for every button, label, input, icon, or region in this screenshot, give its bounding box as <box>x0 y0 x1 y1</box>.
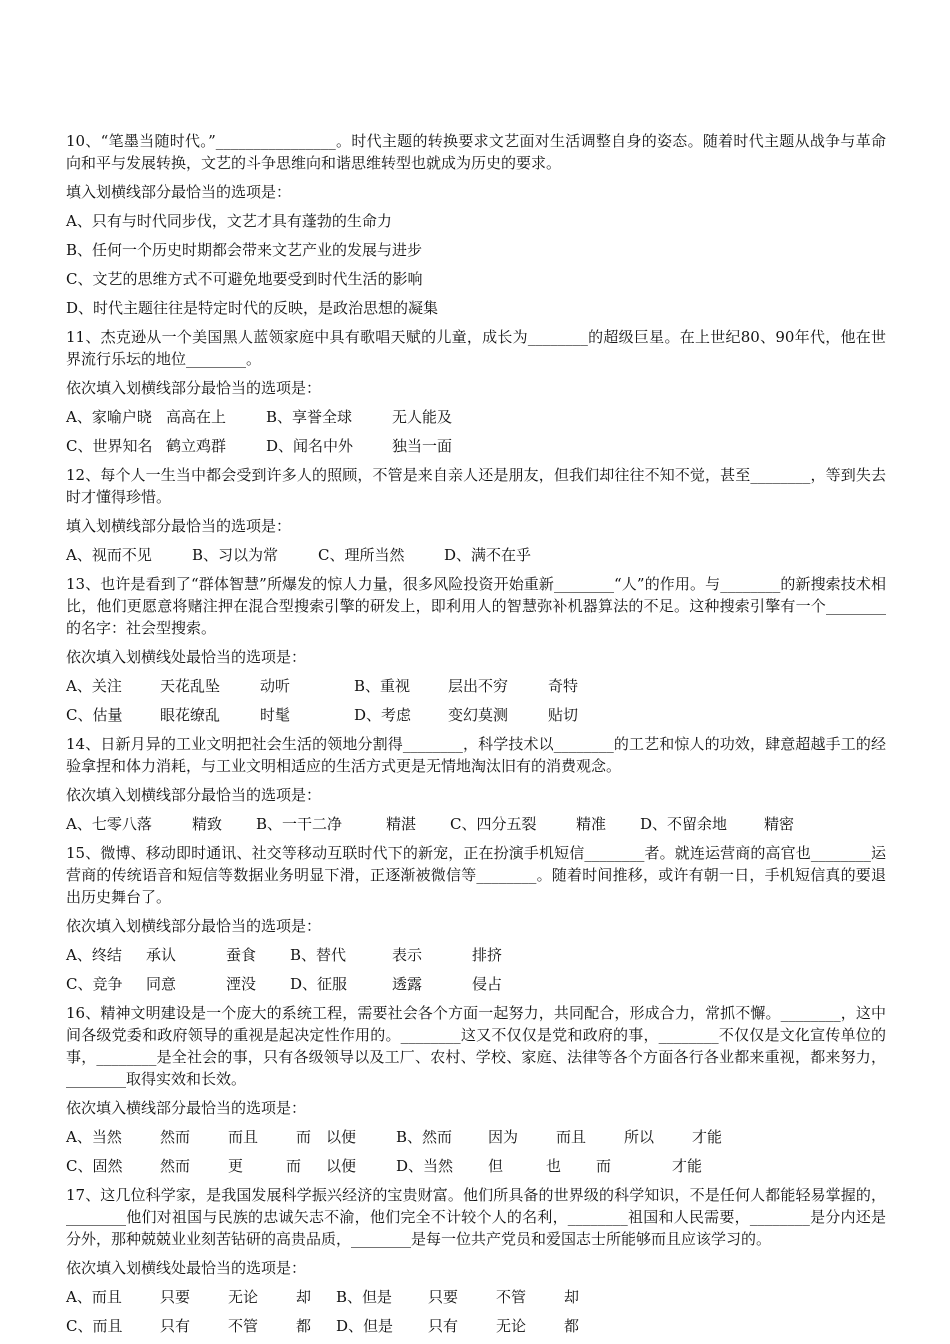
question-16-instruction: 依次填入横线部分最恰当的选项是： <box>66 1099 307 1117</box>
question-14-options-row-1 <box>66 813 886 835</box>
option-cell: 以便 <box>326 1157 357 1175</box>
option-cell: 透露 <box>392 975 423 993</box>
option-cell: 变幻莫测 <box>448 706 509 724</box>
option-cell: A、终结 <box>66 946 122 964</box>
option-cell: 蚕食 <box>226 946 257 964</box>
option-cell: C、竞争 <box>66 975 123 993</box>
option-cell: C、世界知名 <box>66 437 153 455</box>
option-cell: 但 <box>488 1157 504 1175</box>
option-cell: 只有 <box>428 1317 459 1335</box>
option-cell: 天花乱坠 <box>160 677 221 695</box>
option-cell: C、四分五裂 <box>450 815 537 833</box>
option-cell: 排挤 <box>472 946 503 964</box>
option-cell: 独当一面 <box>392 437 453 455</box>
option-cell: 贴切 <box>548 706 579 724</box>
question-17-stem: 17、这几位科学家，是我国发展科学振兴经济的宝贵财富。他们所具备的世界级的科学知识，不是任何人都能轻易掌握的，________他们对祖国与民族的忠诚矢志不渝，他们完全不计较个人的名利，________祖国和人民需要，________是分内还是分外，那种兢兢业业刻苦钻研的高贵品质，________是每一位共产党员和爱国志士所能够而且应该学习的。 <box>66 1186 886 1248</box>
option-cell: A、七零八落 <box>66 815 152 833</box>
option-cell: 然而 <box>160 1128 191 1146</box>
option-cell: 承认 <box>146 946 177 964</box>
option-cell: 无论 <box>228 1288 259 1306</box>
option-cell: 只要 <box>428 1288 459 1306</box>
option-cell: B、重视 <box>354 677 411 695</box>
option-cell: B、然而 <box>396 1128 453 1146</box>
option-cell: D、满不在乎 <box>444 546 532 564</box>
question-10-option-d: D、时代主题往往是特定时代的反映，是政治思想的凝集 <box>66 299 439 317</box>
option-cell: 无人能及 <box>392 408 453 426</box>
option-cell: D、考虑 <box>354 706 412 724</box>
question-10-instruction: 填入划横线部分最恰当的选项是： <box>66 183 292 201</box>
option-cell: 只有 <box>160 1317 191 1335</box>
question-10-option-b: B、任何一个历史时期都会带来文艺产业的发展与进步 <box>66 241 423 259</box>
option-cell: C、估量 <box>66 706 123 724</box>
option-cell: D、不留余地 <box>640 815 728 833</box>
question-15-instruction: 依次填入划横线部分最恰当的选项是： <box>66 917 322 935</box>
question-15-stem: 15、微博、移动即时通讯、社交等移动互联时代下的新宠，正在扮演手机短信________者。就连运营商的高官也________运营商的传统语音和短信等数据业务明显下滑，正逐渐被微信等________。随着时间推移，或许有朝一日，手机短信真的要退出历史舞台了。 <box>66 844 886 906</box>
option-cell: D、当然 <box>396 1157 454 1175</box>
question-12-instruction: 填入划横线部分最恰当的选项是： <box>66 517 292 535</box>
question-11-instruction: 依次填入划横线部分最恰当的选项是： <box>66 379 322 397</box>
option-cell: A、视而不见 <box>66 546 152 564</box>
option-cell: 侵占 <box>472 975 503 993</box>
option-cell: 都 <box>296 1317 312 1335</box>
option-cell: D、但是 <box>336 1317 394 1335</box>
option-cell: 不管 <box>496 1288 527 1306</box>
option-cell: 却 <box>564 1288 580 1306</box>
option-cell: 才能 <box>692 1128 723 1146</box>
option-cell: C、而且 <box>66 1317 123 1335</box>
option-cell: A、关注 <box>66 677 122 695</box>
option-cell: 奇特 <box>548 677 579 695</box>
option-cell: C、固然 <box>66 1157 123 1175</box>
question-11-options-row-2 <box>66 435 886 457</box>
question-16-options-row-1 <box>66 1126 886 1148</box>
option-cell: D、闻名中外 <box>266 437 354 455</box>
option-cell: 都 <box>564 1317 580 1335</box>
option-cell: B、习以为常 <box>192 546 279 564</box>
option-cell: 而且 <box>228 1128 259 1146</box>
option-cell: 时髦 <box>260 706 291 724</box>
option-cell: 同意 <box>146 975 177 993</box>
option-cell: 也 <box>546 1157 562 1175</box>
option-cell: A、而且 <box>66 1288 122 1306</box>
option-cell: 而 <box>596 1157 612 1175</box>
option-cell: 层出不穷 <box>448 677 509 695</box>
option-cell: D、征服 <box>290 975 348 993</box>
option-cell: 因为 <box>488 1128 519 1146</box>
option-cell: 而 <box>286 1157 302 1175</box>
option-cell: 而 <box>296 1128 312 1146</box>
question-13-instruction: 依次填入划横线处最恰当的选项是： <box>66 648 307 666</box>
question-16-stem: 16、精神文明建设是一个庞大的系统工程，需要社会各个方面一起努力，共同配合，形成合力，常抓不懈。________，这中间各级党委和政府领导的重视是起决定性作用的。________这又不仅仅是党和政府的事，________不仅仅是文化宣传单位的事，________是全社会的事，只有各级领导以及工厂、农村、学校、家庭、法律等各个方面各行各业都来重视，都来努力，________取得实效和长效。 <box>66 1004 886 1088</box>
question-10-option-a: A、只有与时代同步伐，文艺才具有蓬勃的生命力 <box>66 212 392 230</box>
question-15-options-row-2 <box>66 973 886 995</box>
option-cell: 鹤立鸡群 <box>166 437 227 455</box>
option-cell: 更 <box>228 1157 244 1175</box>
option-cell: 湮没 <box>226 975 257 993</box>
question-11-stem: 11、杰克逊从一个美国黑人蓝领家庭中具有歌唱天赋的儿童，成长为________的超级巨星。在上世纪80、90年代，他在世界流行乐坛的地位________。 <box>66 328 886 368</box>
option-cell: 而且 <box>556 1128 587 1146</box>
option-cell: 以便 <box>326 1128 357 1146</box>
option-cell: 然而 <box>160 1157 191 1175</box>
option-cell: 高高在上 <box>166 408 227 426</box>
option-cell: 却 <box>296 1288 312 1306</box>
question-10-option-c: C、文艺的思维方式不可避免地要受到时代生活的影响 <box>66 270 423 288</box>
option-cell: 精密 <box>764 815 795 833</box>
question-12-options-row-1 <box>66 544 886 566</box>
option-cell: 只要 <box>160 1288 191 1306</box>
option-cell: C、理所当然 <box>318 546 405 564</box>
option-cell: B、享誉全球 <box>266 408 353 426</box>
question-12-stem: 12、每个人一生当中都会受到许多人的照顾，不管是来自亲人还是朋友，但我们却往往不知不觉，甚至________，等到失去时才懂得珍惜。 <box>66 466 886 506</box>
question-13-options-row-2 <box>66 704 886 726</box>
option-cell: 表示 <box>392 946 423 964</box>
question-10-stem: 10、“笔墨当随时代。”________________。时代主题的转换要求文艺面对生活调整自身的姿态。随着时代主题从战争与革命向和平与发展转换，文艺的斗争思维向和谐思维转型也就成为历史的要求。 <box>66 132 886 172</box>
option-cell: B、替代 <box>290 946 347 964</box>
option-cell: B、一干二净 <box>256 815 343 833</box>
question-16-options-row-2 <box>66 1155 886 1177</box>
option-cell: 眼花缭乱 <box>160 706 221 724</box>
question-14-instruction: 依次填入划横线部分最恰当的选项是： <box>66 786 322 804</box>
option-cell: B、但是 <box>336 1288 393 1306</box>
option-cell: 所以 <box>624 1128 655 1146</box>
option-cell: 精湛 <box>386 815 417 833</box>
option-cell: A、家喻户晓 <box>66 408 152 426</box>
option-cell: 无论 <box>496 1317 527 1335</box>
question-17-options-row-2 <box>66 1315 886 1337</box>
question-17-options-row-1 <box>66 1286 886 1308</box>
question-17-instruction: 依次填入划横线处最恰当的选项是： <box>66 1259 307 1277</box>
question-13-options-row-1 <box>66 675 886 697</box>
option-cell: 不管 <box>228 1317 259 1335</box>
question-11-options-row-1 <box>66 406 886 428</box>
option-cell: 动听 <box>260 677 291 695</box>
question-13-stem: 13、也许是看到了“群体智慧”所爆发的惊人力量，很多风险投资开始重新________“人”的作用。与________的新搜索技术相比，他们更愿意将赌注押在混合型搜索引擎的研发上，即利用人的智慧弥补机器算法的不足。这种搜索引擎有一个________的名字：社会型搜索。 <box>66 575 886 637</box>
question-15-options-row-1 <box>66 944 886 966</box>
question-14-stem: 14、日新月异的工业文明把社会生活的领地分割得________，科学技术以________的工艺和惊人的功效，肆意超越手工的经验拿捏和体力消耗，与工业文明相适应的生活方式更是无情地淘汰旧有的消费观念。 <box>66 735 886 775</box>
option-cell: A、当然 <box>66 1128 122 1146</box>
option-cell: 精准 <box>576 815 607 833</box>
option-cell: 才能 <box>672 1157 703 1175</box>
option-cell: 精致 <box>192 815 223 833</box>
document-page <box>66 130 886 1344</box>
